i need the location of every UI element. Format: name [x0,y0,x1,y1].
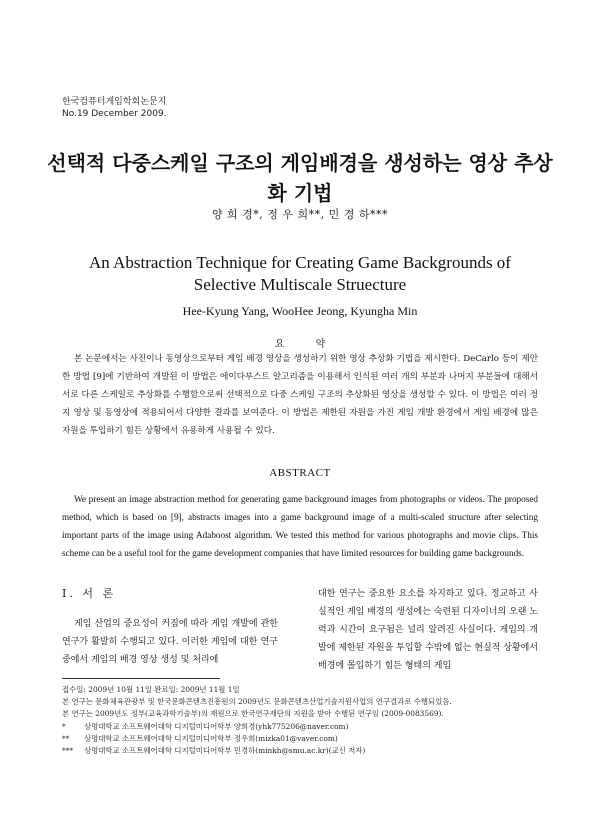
english-title: An Abstraction Technique for Creating Game Backgrounds of Selective Multiscale Struecture [89,253,511,294]
left-column [62,585,278,669]
footnote-funding-1: 본 연구는 문화체육관광부 및 한국문화콘텐츠진흥원의 2009년도 문화콘텐츠산업기술지원사업의 연구결과로 수행되었음. [62,697,452,707]
introduction-text-right: 대한 연구는 중요한 요소를 차지하고 있다. 정교하고 사실적인 게임 배경의 생성에는 숙련된 디자이너의 오랜 노력과 시간이 요구됨은 널리 알려진 사실이다. 게임의 개발에 제한된 자원을 투입할 수밖에 없는 현실적 상황에서 배경에 몰입하기 힘든 형태의 게임 [318,589,538,671]
right-column [318,585,538,675]
english-abstract-text: We present an image abstraction method for generating game background images from photographs or videos. The proposed method, which is based on [9], abstracts images into a game background image of a multi-scaled structure after selecting important parts of the image using Adaboost algorithm. We tested this method for various photographs and movie clips. This scheme can be a useful tool for the game development companies that have limited resources for building game backgrounds. [62,494,538,558]
korean-title: 선택적 다중스케일 구조의 게임배경을 생성하는 영상 추상화 기법 [47,151,553,205]
introduction-text-left: 게임 산업의 중요성이 커짐에 따라 게임 개발에 관한 연구가 활발히 수행되고 있다. 이러한 게임에 대한 연구 중에서 게임의 배경 영상 생성 및 처리에 [62,619,278,665]
footnote-mark: ** [62,733,70,743]
english-abstract-heading: ABSTRACT [269,467,331,479]
journal-name: 한국컴퓨터게임학회논문지 [62,97,167,107]
footnote-author-text: 상명대학교 소프트웨어대학 디지털미디어학부 정우희(mizka01@vaver.com) [84,733,338,743]
journal-issue: No.19 December 2009. [62,109,167,119]
footnote-mark: * [62,721,66,731]
footnotes [62,684,542,757]
section-heading-introduction: Ⅰ. 서 론 [62,587,117,600]
footnote-author [62,745,542,757]
footnote-author-text: 상명대학교 소프트웨어대학 디지털미디어학부 양희경(yhk775206@naver.com) [84,721,349,731]
korean-abstract-text: 본 논문에서는 사진이나 동영상으로부터 게임 배경 영상을 생성하기 위한 영상 추상화 기법을 제시한다. DeCarlo 등이 제안한 방법 [9]에 기반하여 개발된 이 방법은 에이다부스트 알고리즘을 이용해서 인식된 여러 개의 부분과 나머지 부분들에 대해서 서로 다른 스케일로 추상화를 수행함으로써 선택적으로 다중 스케일 구조의 추상화된 영상을 생성할 수 있다. 이 방법은 여러 정지 영상 및 동영상에 적용되어서 다양한 결과를 보여준다. 이 방법은 제한된 자원을 가진 게임 개발 환경에서 게임 배경에 많은 자원을 투입하기 힘든 상황에서 유용하게 사용될 수 있다. [62,354,538,436]
korean-abstract-heading: 요 약 [274,339,340,350]
footnote-author-text: 상명대학교 소프트웨어대학 디지털미디어학부 민경하(minkh@smu.ac.kr)(교신 저자) [84,746,366,756]
footnote-mark: *** [62,746,74,756]
english-authors: Hee-Kyung Yang, WooHee Jeong, Kyungha Min [182,304,418,318]
journal-header [62,96,167,120]
footnote-divider [62,678,220,679]
footnote-author [62,733,542,745]
footnote-author [62,721,542,733]
footnote-received: 접수일: 2009년 10월 11일 완료일: 2009년 11월 1일 [62,685,240,694]
korean-authors: 양 희 경*, 정 우 희**, 민 경 하*** [211,208,389,221]
footnote-funding-2: 본 연구는 2009년도 정부(교육과학기술부)의 재원으로 한국연구재단의 지원을 받아 수행된 연구임 (2009-0083569). [62,709,444,719]
